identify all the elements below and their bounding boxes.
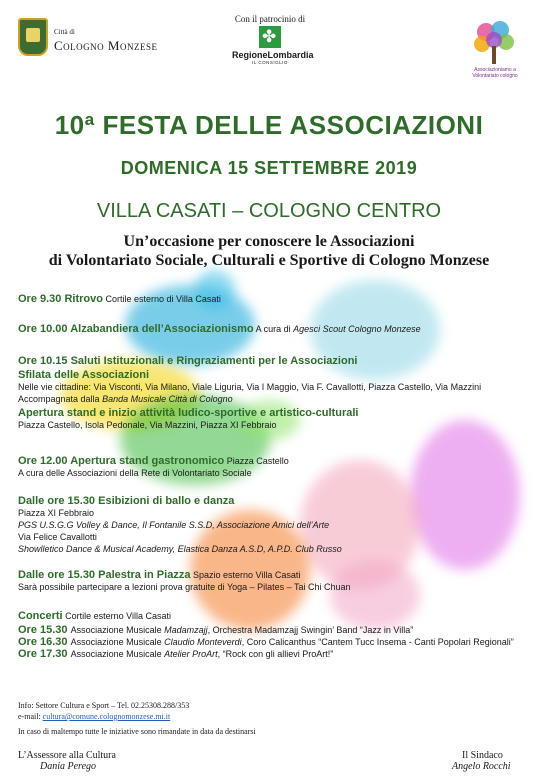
program-text: Sarà possibile partecipare a lezioni prova gratuite di Yoga – Pilates – Tai Chi Chuan — [18, 582, 351, 592]
program-item-saluti — [18, 355, 528, 431]
program-location: Piazza Castello — [224, 456, 289, 466]
city-logo — [18, 18, 168, 58]
program-item-concerti — [18, 610, 528, 660]
sindaco-signature — [452, 750, 511, 772]
program-item-danza — [18, 495, 528, 555]
program-title: Esibizioni di ballo e danza — [98, 495, 235, 507]
email-link[interactable]: cultura@comune.colognomonzese.mi.it — [42, 712, 171, 721]
program-title: Apertura stand gastronomico — [70, 455, 225, 467]
concert-assoc: Associazione Musicale — [70, 625, 165, 635]
concert-assoc-name: Claudio Monteverdi — [164, 637, 242, 647]
program-time: Dalle ore 15.30 — [18, 569, 99, 581]
sindaco-role: Il Sindaco — [462, 750, 503, 761]
footer-info — [18, 700, 256, 737]
event-date: DOMENICA 15 SETTEMBRE 2019 — [120, 158, 418, 178]
city-crest-icon — [18, 18, 48, 56]
concert-time: Ore 17.30 — [18, 648, 71, 660]
associations-tree-logo — [470, 18, 518, 66]
program-text: A cura delle Associazioni della Rete di Volontariato Sociale — [18, 468, 252, 478]
regione-lombardia-logo — [232, 26, 314, 65]
program-time: Ore 10.00 — [18, 323, 71, 335]
concert-time: Ore 15.30 — [18, 624, 71, 636]
program-time: Dalle ore 15.30 — [18, 495, 99, 507]
program-time: Ore 12.00 — [18, 455, 71, 467]
program-location: Cortile esterno di Villa Casati — [102, 294, 221, 304]
concert-desc: , Orchestra Madamzajj Swingin’ Band “Jazz in Villa” — [207, 625, 414, 635]
sindaco-name: Angelo Rocchi — [452, 761, 511, 772]
event-place: VILLA CASATI – COLOGNO CENTRO — [96, 200, 442, 222]
concert-row — [18, 636, 528, 648]
city-name: Cologno Monzese — [54, 38, 158, 53]
program-title: Ritrovo — [64, 293, 103, 305]
program-time: Ore 10.15 — [18, 355, 71, 367]
bad-weather-note: In caso di maltempo tutte le iniziative sono rimandate in data da destinarsi — [18, 727, 256, 736]
program-title: Saluti Istituzionali e Ringraziamenti per le Associazioni — [70, 355, 358, 367]
concert-assoc: Associazione Musicale — [70, 637, 165, 647]
program-location: Piazza XI Febbraio — [18, 508, 95, 518]
program-subtitle-2: Apertura stand e inizio attività ludico-sportive e artistico-culturali — [18, 407, 359, 419]
program-route: Nelle vie cittadine: Via Visconti, Via Milano, Viale Liguria, Via I Maggio, Via F. Cavallotti, Piazza Castello, Via Mazzini — [18, 382, 482, 392]
concert-assoc-name: Madamzajj — [164, 625, 208, 635]
regione-lombardia-icon — [259, 26, 281, 48]
intro-line-1: Un’occasione per conoscere le Associazioni — [123, 233, 415, 250]
program-location: Spazio esterno Villa Casati — [190, 570, 301, 580]
concert-row — [18, 648, 528, 660]
program-locations: Piazza Castello, Isola Pedonale, Via Mazzini, Piazza XI Febbraio — [18, 420, 277, 430]
tree-icon — [470, 18, 518, 66]
concert-time: Ore 16.30 — [18, 636, 71, 648]
region-name: RegioneLombardia — [232, 50, 314, 60]
program-location: Cortile esterno Villa Casati — [62, 611, 172, 621]
assessore-name: Dania Perego — [40, 761, 97, 772]
associations-caption: Associazioniamo a Volontariato cologno — [472, 67, 518, 79]
intro-line-2: di Volontariato Sociale, Culturali e Sportive di Cologno Monzese — [48, 252, 490, 269]
program-title: Concerti — [18, 610, 63, 622]
program-item-alzabandiera — [18, 323, 528, 335]
program-item-gastronomico — [18, 455, 528, 479]
program-title: Palestra in Piazza — [98, 569, 191, 581]
email-label: e-mail: — [18, 712, 43, 721]
program-time: Ore 9.30 — [18, 293, 65, 305]
festa-title: 10ª FESTA DELLE ASSOCIAZIONI — [54, 110, 484, 140]
program-location-2: Via Felice Cavallotti — [18, 532, 97, 542]
program-organizer: Agesci Scout Cologno Monzese — [293, 324, 421, 334]
event-intro — [0, 232, 538, 270]
program-item-palestra — [18, 569, 528, 593]
program-text: Accompagnata dalla — [18, 394, 103, 404]
program-performers: PGS U.S.G.G Volley & Dance, Il Fontanile S.S.D, Associazione Amici dell’Arte — [18, 520, 330, 530]
assessore-signature — [18, 750, 116, 772]
concert-desc: , Coro Calicanthus “Cantem Tucc Insema - Canti Popolari Regionali” — [241, 637, 514, 647]
concert-row — [18, 624, 528, 636]
program-subtitle: Sfilata delle Associazioni — [18, 369, 150, 381]
city-label-small: Città di — [54, 28, 75, 36]
concert-desc: , “Rock con gli allievi ProArt!” — [217, 649, 334, 659]
program-text: A cura di — [253, 324, 294, 334]
program-performers-2: Showlletico Dance & Musical Academy, Elastica Danza A.S.D, A.P.D. Club Russo — [18, 544, 342, 554]
program-band: Banda Musicale Città di Cologno — [102, 394, 233, 404]
program-title: Alzabandiera dell’Associazionismo — [70, 323, 254, 335]
info-phone: Info: Settore Cultura e Sport – Tel. 02.25308.288/353 — [18, 701, 190, 710]
concert-assoc: Associazione Musicale — [70, 649, 165, 659]
patronage-label: Con il patrocinio di — [234, 14, 306, 24]
assessore-role: L’Assessore alla Cultura — [18, 750, 116, 761]
program-item-ritrovo — [18, 293, 528, 305]
concert-assoc-name: Atelier ProArt — [164, 649, 218, 659]
region-sub: IL CONSIGLIO — [252, 60, 288, 65]
